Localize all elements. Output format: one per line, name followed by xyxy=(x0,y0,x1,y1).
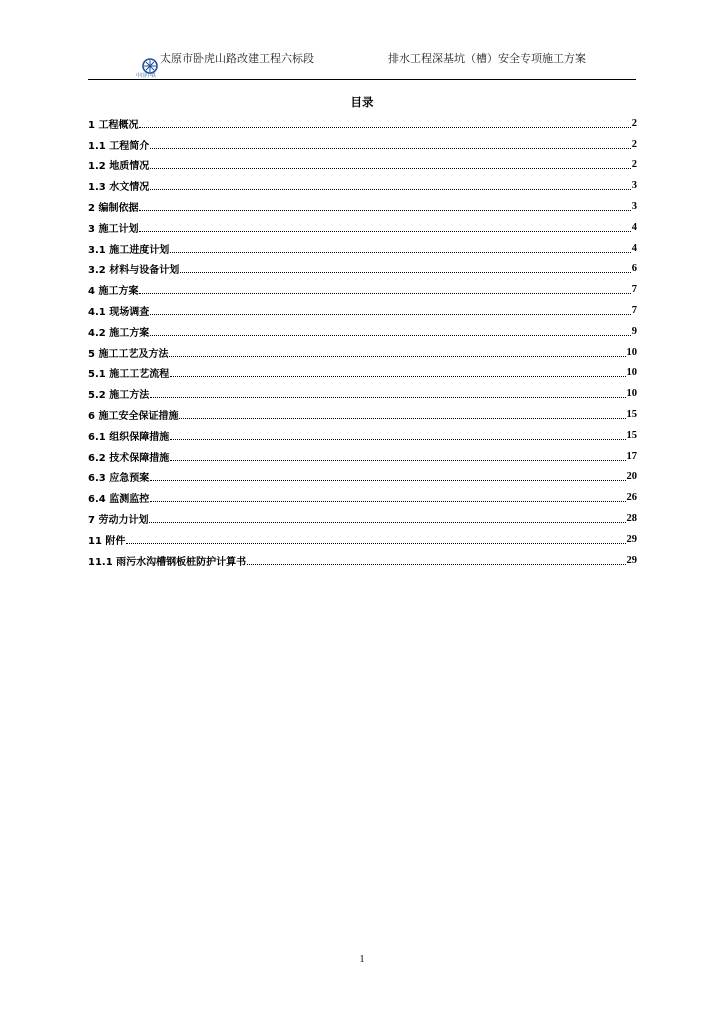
header-divider xyxy=(88,79,636,80)
toc-entry-page[interactable]: 7 xyxy=(631,305,637,317)
toc-entry-page[interactable]: 4 xyxy=(631,221,637,233)
toc-entry-label[interactable]: 1.1 工程简介 xyxy=(88,140,150,152)
toc-entry-label[interactable]: 6.4 监测监控 xyxy=(88,494,150,506)
toc-entry-label[interactable]: 4.1 现场调查 xyxy=(88,307,150,319)
toc-dot-leader xyxy=(179,418,625,419)
toc-entry-label[interactable]: 11.1 雨污水沟槽钢板桩防护计算书 xyxy=(88,556,247,568)
toc-entry-page[interactable]: 7 xyxy=(631,284,637,296)
toc-entry-page[interactable]: 29 xyxy=(626,554,637,566)
toc-dot-leader xyxy=(139,127,630,128)
toc-entry[interactable] xyxy=(88,446,637,467)
toc-dot-leader xyxy=(139,231,630,232)
toc-entry[interactable] xyxy=(88,383,637,404)
toc-dot-leader xyxy=(150,148,631,149)
toc-entry-page[interactable]: 3 xyxy=(631,180,637,192)
toc-entry[interactable] xyxy=(88,550,637,571)
page-number: 1 xyxy=(359,954,365,965)
toc-entry[interactable] xyxy=(88,342,637,363)
toc-entry[interactable] xyxy=(88,238,637,259)
toc-entry-page[interactable]: 10 xyxy=(626,367,637,379)
toc-dot-leader xyxy=(150,314,631,315)
toc-dot-leader xyxy=(139,210,630,211)
toc-entry-label[interactable]: 3 施工计划 xyxy=(88,223,139,235)
toc-entry[interactable] xyxy=(88,113,637,134)
table-of-contents xyxy=(88,113,637,571)
toc-entry[interactable] xyxy=(88,467,637,488)
toc-entry-page[interactable]: 20 xyxy=(626,471,637,483)
toc-dot-leader xyxy=(150,189,631,190)
toc-entry[interactable] xyxy=(88,508,637,529)
toc-entry[interactable] xyxy=(88,529,637,550)
toc-entry[interactable] xyxy=(88,404,637,425)
toc-dot-leader xyxy=(247,564,625,565)
toc-entry-page[interactable]: 10 xyxy=(626,388,637,400)
toc-dot-leader xyxy=(150,501,625,502)
toc-entry-label[interactable]: 1 工程概况 xyxy=(88,119,139,131)
toc-entry-label[interactable]: 4 施工方案 xyxy=(88,286,139,298)
toc-dot-leader xyxy=(149,522,625,523)
toc-dot-leader xyxy=(150,335,631,336)
toc-dot-leader xyxy=(170,376,625,377)
toc-entry-label[interactable]: 4.2 施工方案 xyxy=(88,327,150,339)
toc-entry[interactable] xyxy=(88,175,637,196)
toc-dot-leader xyxy=(170,252,631,253)
toc-dot-leader xyxy=(150,480,625,481)
toc-entry[interactable] xyxy=(88,300,637,321)
toc-title: 目录 xyxy=(350,95,374,109)
toc-entry[interactable] xyxy=(88,279,637,300)
toc-entry-page[interactable]: 2 xyxy=(631,159,637,171)
toc-entry-label[interactable]: 6.2 技术保障措施 xyxy=(88,452,170,464)
toc-entry[interactable] xyxy=(88,259,637,280)
toc-entry[interactable] xyxy=(88,487,637,508)
toc-entry[interactable] xyxy=(88,425,637,446)
toc-dot-leader xyxy=(169,356,625,357)
toc-entry[interactable] xyxy=(88,321,637,342)
toc-entry-page[interactable]: 17 xyxy=(626,450,637,462)
toc-entry-label[interactable]: 5.2 施工方法 xyxy=(88,390,150,402)
toc-entry-page[interactable]: 28 xyxy=(626,513,637,525)
toc-entry-label[interactable]: 2 编制依据 xyxy=(88,203,139,215)
toc-entry-page[interactable]: 10 xyxy=(626,346,637,358)
toc-entry-page[interactable]: 26 xyxy=(626,492,637,504)
toc-entry-page[interactable]: 3 xyxy=(631,201,637,213)
toc-dot-leader xyxy=(150,168,631,169)
toc-dot-leader xyxy=(170,439,625,440)
toc-entry-label[interactable]: 7 劳动力计划 xyxy=(88,515,149,527)
toc-dot-leader xyxy=(150,397,625,398)
toc-entry[interactable] xyxy=(88,134,637,155)
toc-dot-leader xyxy=(126,543,625,544)
toc-entry-page[interactable]: 29 xyxy=(626,533,637,545)
toc-entry-page[interactable]: 9 xyxy=(631,325,637,337)
toc-entry[interactable] xyxy=(88,217,637,238)
header-project-name: 太原市卧虎山路改建工程六标段 xyxy=(160,52,314,65)
toc-entry-page[interactable]: 4 xyxy=(631,242,637,254)
toc-dot-leader xyxy=(139,293,630,294)
toc-entry-label[interactable]: 1.3 水文情况 xyxy=(88,182,150,194)
toc-dot-leader xyxy=(170,460,625,461)
toc-entry-label[interactable]: 5.1 施工工艺流程 xyxy=(88,369,170,381)
toc-entry-label[interactable]: 1.2 地质情况 xyxy=(88,161,150,173)
header-document-title: 排水工程深基坑（槽）安全专项施工方案 xyxy=(388,52,586,65)
toc-entry-label[interactable]: 3.2 材料与设备计划 xyxy=(88,265,180,277)
logo-caption: 中国中铁 xyxy=(136,73,157,79)
toc-entry[interactable] xyxy=(88,155,637,176)
toc-entry-page[interactable]: 6 xyxy=(631,263,637,275)
toc-entry-label[interactable]: 6.3 应急预案 xyxy=(88,473,150,485)
toc-entry-page[interactable]: 15 xyxy=(626,429,637,441)
toc-entry-label[interactable]: 6 施工安全保证措施 xyxy=(88,411,179,423)
toc-dot-leader xyxy=(180,272,631,273)
toc-entry-page[interactable]: 15 xyxy=(626,409,637,421)
toc-entry-label[interactable]: 6.1 组织保障措施 xyxy=(88,431,170,443)
toc-entry-label[interactable]: 11 附件 xyxy=(88,535,126,547)
toc-entry-label[interactable]: 5 施工工艺及方法 xyxy=(88,348,169,360)
toc-entry-label[interactable]: 3.1 施工进度计划 xyxy=(88,244,170,256)
toc-entry[interactable] xyxy=(88,363,637,384)
toc-entry-page[interactable]: 2 xyxy=(631,117,637,129)
toc-entry-page[interactable]: 2 xyxy=(631,138,637,150)
toc-entry[interactable] xyxy=(88,196,637,217)
